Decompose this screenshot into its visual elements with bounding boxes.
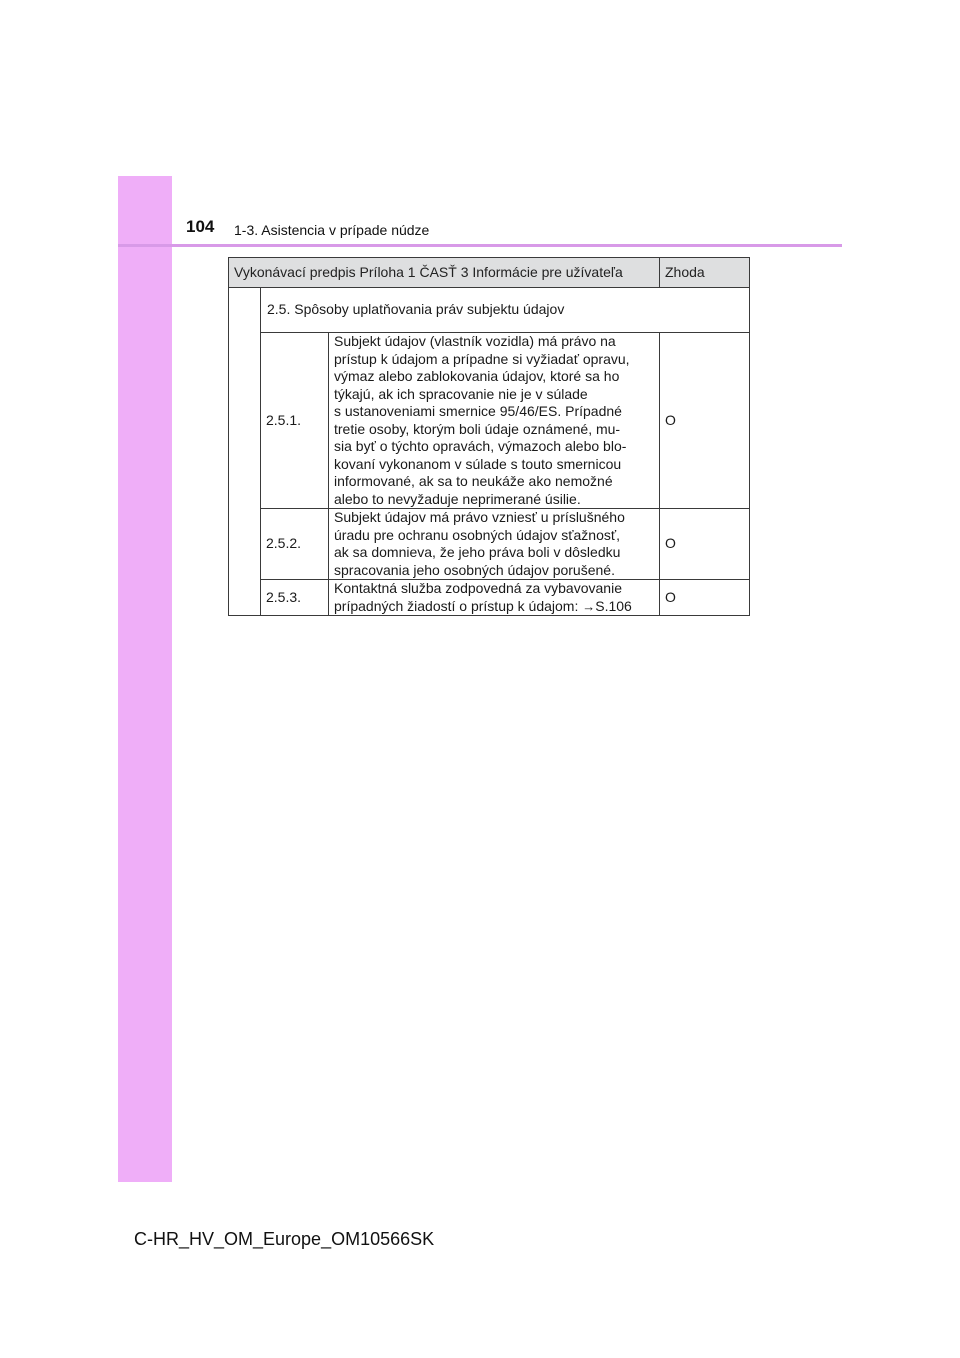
row-description-line: kovaní vykonanom v súlade s touto smernicou — [334, 455, 622, 472]
table-row — [229, 580, 750, 616]
table-row — [229, 333, 750, 509]
row-description — [329, 580, 660, 616]
row-description-line: týkajú, ak ich spracovanie nie je v súlade — [334, 385, 588, 402]
row-description-line: alebo to nevyžaduje neprimerané úsilie. — [334, 490, 581, 507]
subheading-cell: 2.5. Spôsoby uplatňovania práv subjektu údajov — [261, 288, 750, 333]
row-description-line: ak sa domnieva, že jeho práva boli v dôsledku — [334, 544, 621, 560]
row-description — [329, 509, 660, 580]
row-description — [329, 333, 660, 509]
table-subheading-row — [229, 288, 750, 333]
table-header-row — [229, 258, 750, 288]
row-number: 2.5.2. — [261, 509, 329, 580]
reference-arrow-icon: → — [582, 598, 596, 614]
chapter-sidebar-tab — [118, 176, 172, 1182]
row-description-line: spracovania jeho osobných údajov porušené. — [334, 561, 615, 578]
indent-cell — [229, 288, 261, 616]
row-compliance-value: O — [660, 509, 750, 580]
row-description-line: úradu pre ochranu osobných údajov sťažnosť, — [334, 526, 621, 543]
row-number: 2.5.3. — [261, 580, 329, 616]
row-compliance-value: O — [660, 580, 750, 616]
row-description-line: výmaz alebo zablokovania údajov, ktoré sa ho — [334, 368, 620, 384]
row-compliance-value: O — [660, 333, 750, 509]
page-number: 104 — [186, 217, 215, 236]
row-description-line: s ustanoveniami smernice 95/46/ES. Prípadné — [334, 403, 622, 419]
row-description-line: Kontaktná služba zodpovedná za vybavovanie — [334, 580, 622, 596]
row-number: 2.5.1. — [261, 333, 329, 509]
row-description-line: Subjekt údajov má právo vzniesť u príslušného — [334, 509, 625, 525]
row-description-line: sia byť o týchto opravách, výmazoch alebo blo- — [334, 438, 627, 454]
row-description-text: prípadných žiadostí o prístup k údajom: — [334, 597, 583, 614]
table-row — [229, 509, 750, 580]
row-description-line-with-ref — [334, 598, 654, 616]
compliance-table — [228, 257, 750, 616]
column-header-regulation: Vykonávací predpis Príloha 1 ČASŤ 3 Informácie pre užívateľa — [229, 258, 660, 288]
row-description-line: tretie osoby, ktorým boli údaje oznámené, mu- — [334, 420, 621, 437]
document-code: C-HR_HV_OM_Europe_OM10566SK — [134, 1229, 435, 1249]
row-description-line: prístup k údajom a prípadne si vyžiadať opravu, — [334, 350, 630, 367]
page-reference-link[interactable]: S.106 — [595, 597, 632, 614]
row-description-line: Subjekt údajov (vlastník vozidla) má právo na — [334, 333, 616, 349]
column-header-compliance: Zhoda — [660, 258, 750, 288]
header-divider — [118, 244, 842, 247]
row-description-line: informované, ak sa to neukáže ako nemožné — [334, 473, 613, 489]
section-title: 1-3. Asistencia v prípade núdze — [234, 222, 430, 238]
